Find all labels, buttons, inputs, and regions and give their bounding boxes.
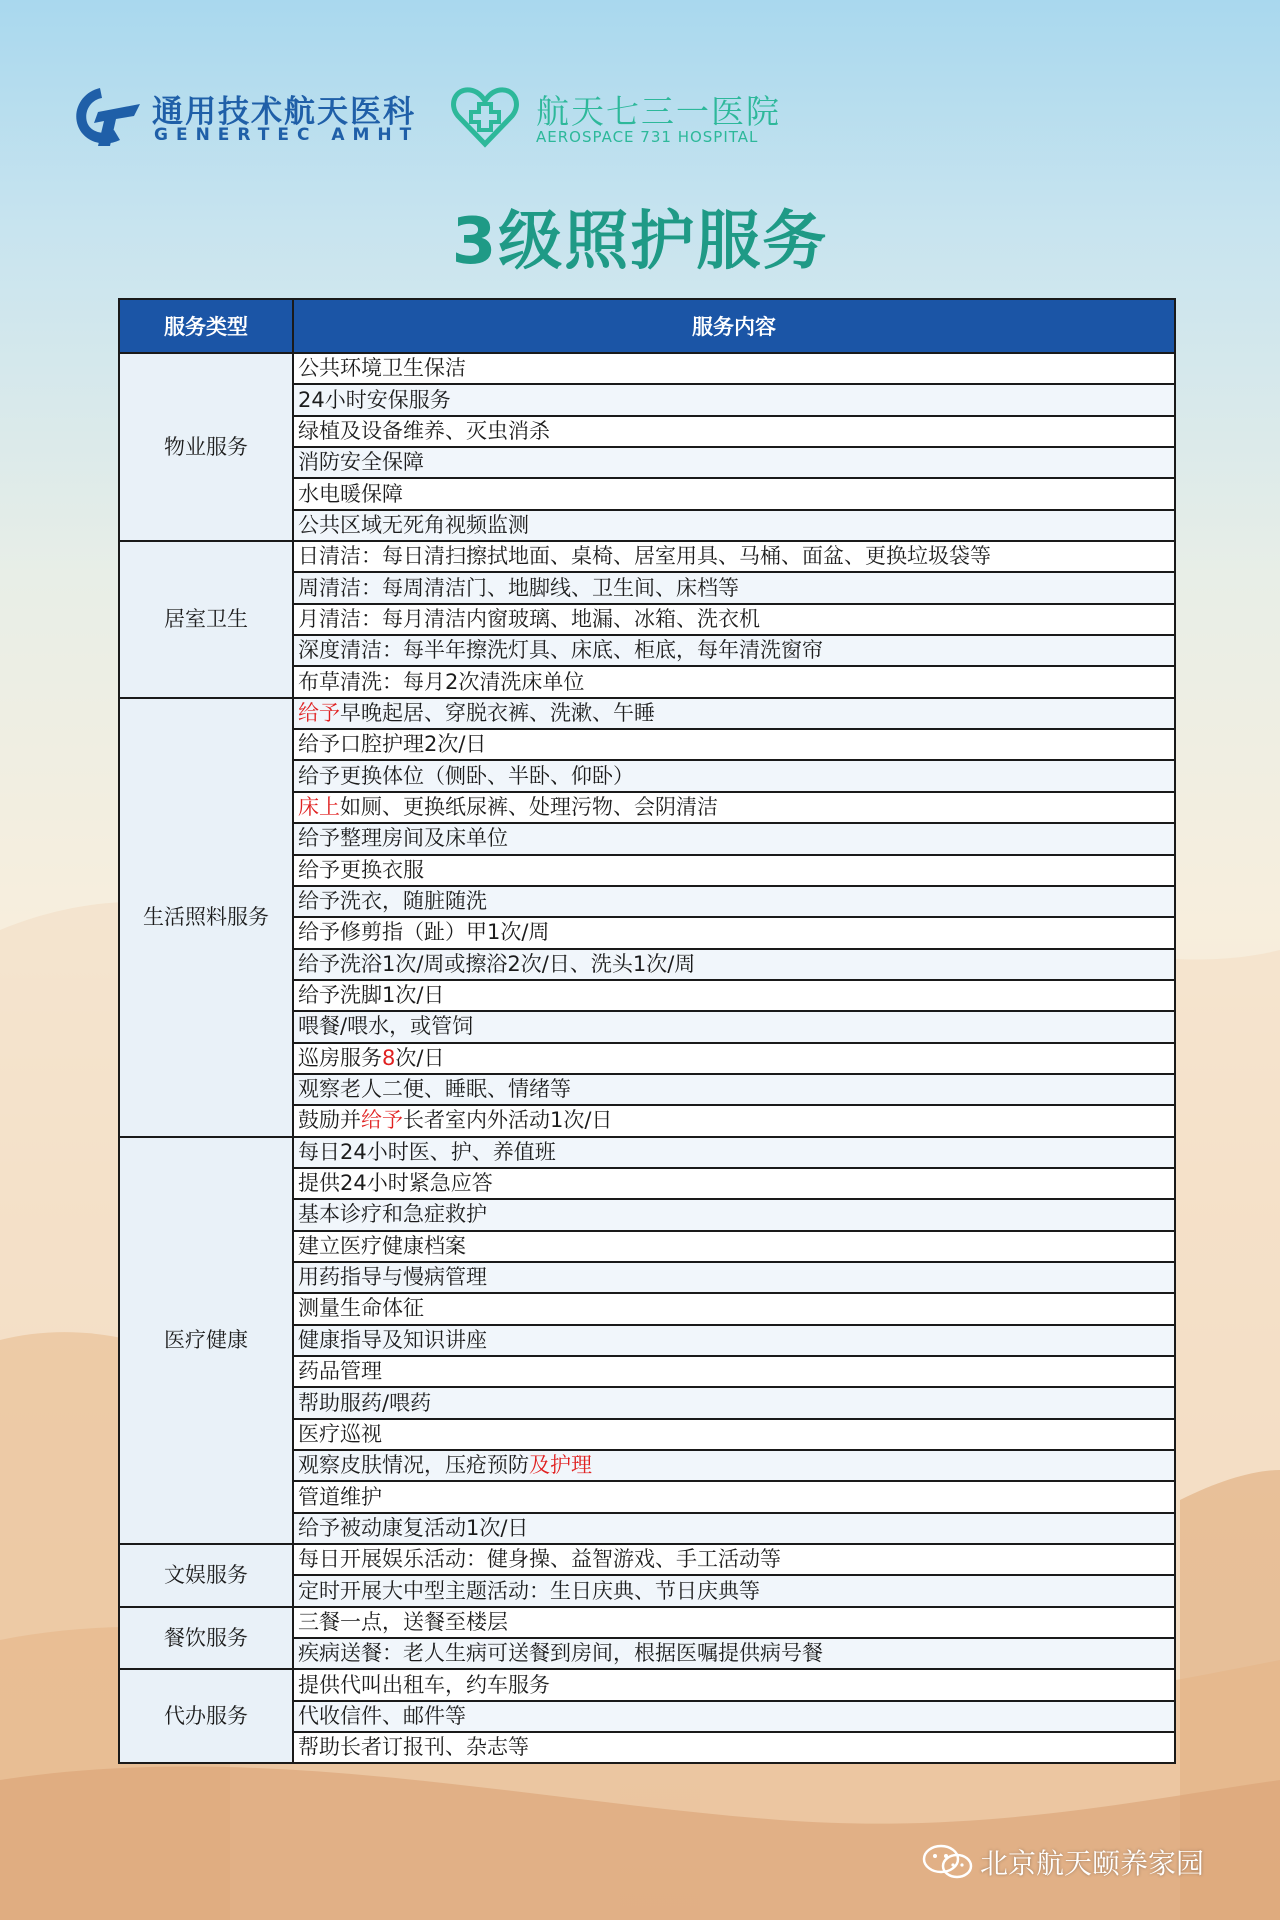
item-text: 早晚起居、穿脱衣裤、洗漱、午睡 [340,700,655,725]
wechat-watermark [922,1842,1262,1882]
service-item: 水电暖保障 [293,478,1175,509]
page-title: 3级照护服务 [451,205,829,279]
service-item: 日清洁：每日清扫擦拭地面、桌椅、居室用具、马桶、面盆、更换垃圾袋等 [293,541,1175,572]
category-agency: 代办服务 [119,1669,293,1763]
genertec-name-cn: 通用技术航天医科 [152,94,416,130]
wechat-icon [922,1844,974,1880]
service-item: 帮助长者订报刊、杂志等 [293,1732,1175,1763]
header-service-type: 服务类型 [119,299,293,353]
table-row [119,1669,1175,1700]
table-row [119,1607,1175,1638]
service-item: 绿植及设备维养、灭虫消杀 [293,416,1175,447]
service-item [293,698,1175,729]
logo-bar [70,80,790,160]
service-item: 帮助服药/喂药 [293,1387,1175,1418]
hospital-name-cn: 航天七三一医院 [536,92,781,131]
service-item [293,1043,1175,1074]
category-daily-care: 生活照料服务 [119,698,293,1137]
hospital-logo [450,80,790,160]
service-table [118,298,1176,1764]
hospital-name-en: AEROSPACE 731 HOSPITAL [536,128,759,146]
service-item: 给予更换体位（侧卧、半卧、仰卧） [293,760,1175,791]
service-item: 建立医疗健康档案 [293,1231,1175,1262]
service-item: 给予洗脚1次/日 [293,980,1175,1011]
service-item [293,1105,1175,1136]
category-property: 物业服务 [119,353,293,541]
service-item: 药品管理 [293,1356,1175,1387]
item-text: 如厕、更换纸尿裤、处理污物、会阴清洁 [340,794,718,819]
service-item: 疾病送餐：老人生病可送餐到房间，根据医嘱提供病号餐 [293,1638,1175,1669]
item-text: 巡房服务 [298,1045,382,1070]
service-item: 提供24小时紧急应答 [293,1168,1175,1199]
highlight-text: 8 [382,1045,396,1070]
category-room-hygiene: 居室卫生 [119,541,293,698]
service-item: 喂餐/喂水，或管饲 [293,1011,1175,1042]
service-item: 提供代叫出租车，约车服务 [293,1669,1175,1700]
service-item: 管道维护 [293,1481,1175,1512]
service-item: 三餐一点，送餐至楼层 [293,1607,1175,1638]
item-text: 观察皮肤情况，压疮预防 [298,1453,529,1478]
service-item: 给予修剪指（趾）甲1次/周 [293,917,1175,948]
watermark-text: 北京航天颐养家园 [980,1847,1205,1880]
service-item: 给予洗衣，随脏随洗 [293,886,1175,917]
service-item: 给予更换衣服 [293,855,1175,886]
table-row [119,353,1175,384]
service-item: 健康指导及知识讲座 [293,1325,1175,1356]
service-item: 用药指导与慢病管理 [293,1262,1175,1293]
service-item: 给予被动康复活动1次/日 [293,1513,1175,1544]
service-item: 测量生命体征 [293,1293,1175,1324]
category-entertainment: 文娱服务 [119,1544,293,1607]
service-item: 公共区域无死角视频监测 [293,510,1175,541]
genertec-logo [70,80,430,160]
highlight-text: 给予 [298,700,340,725]
table-row [119,698,1175,729]
category-catering: 餐饮服务 [119,1607,293,1670]
table-row [119,1137,1175,1168]
table-header-row [119,299,1175,353]
service-item: 每日开展娱乐活动：健身操、益智游戏、手工活动等 [293,1544,1175,1575]
service-item: 基本诊疗和急症救护 [293,1199,1175,1230]
highlight-text: 床上 [298,794,340,819]
service-item: 每日24小时医、护、养值班 [293,1137,1175,1168]
genertec-name-en: GENERTEC AMHT [154,125,420,145]
service-item: 深度清洁：每半年擦洗灯具、床底、柜底，每年清洗窗帘 [293,635,1175,666]
item-text: 长者室内外活动1次/日 [403,1108,613,1133]
service-item: 给予整理房间及床单位 [293,823,1175,854]
highlight-text: 给予 [361,1108,403,1133]
service-item: 周清洁：每周清洁门、地脚线、卫生间、床档等 [293,572,1175,603]
service-item: 医疗巡视 [293,1419,1175,1450]
service-item: 布草清洗：每月2次清洗床单位 [293,666,1175,697]
category-medical: 医疗健康 [119,1137,293,1544]
item-text: 次/日 [395,1045,445,1070]
header-service-content: 服务内容 [293,299,1175,353]
item-text: 鼓励并 [298,1108,361,1133]
service-item: 月清洁：每月清洁内窗玻璃、地漏、冰箱、洗衣机 [293,604,1175,635]
genertec-logo-icon [70,82,144,152]
service-item: 24小时安保服务 [293,384,1175,415]
service-item [293,792,1175,823]
service-item: 给予口腔护理2次/日 [293,729,1175,760]
service-item: 代收信件、邮件等 [293,1701,1175,1732]
service-item: 给予洗浴1次/周或擦浴2次/日、洗头1次/周 [293,949,1175,980]
highlight-text: 及护理 [529,1453,592,1478]
service-item: 观察老人二便、睡眠、情绪等 [293,1074,1175,1105]
hospital-heart-cross-icon [450,84,520,148]
table-row [119,541,1175,572]
service-item: 公共环境卫生保洁 [293,353,1175,384]
service-item: 定时开展大中型主题活动：生日庆典、节日庆典等 [293,1575,1175,1606]
service-item [293,1450,1175,1481]
service-item: 消防安全保障 [293,447,1175,478]
table-row [119,1544,1175,1575]
